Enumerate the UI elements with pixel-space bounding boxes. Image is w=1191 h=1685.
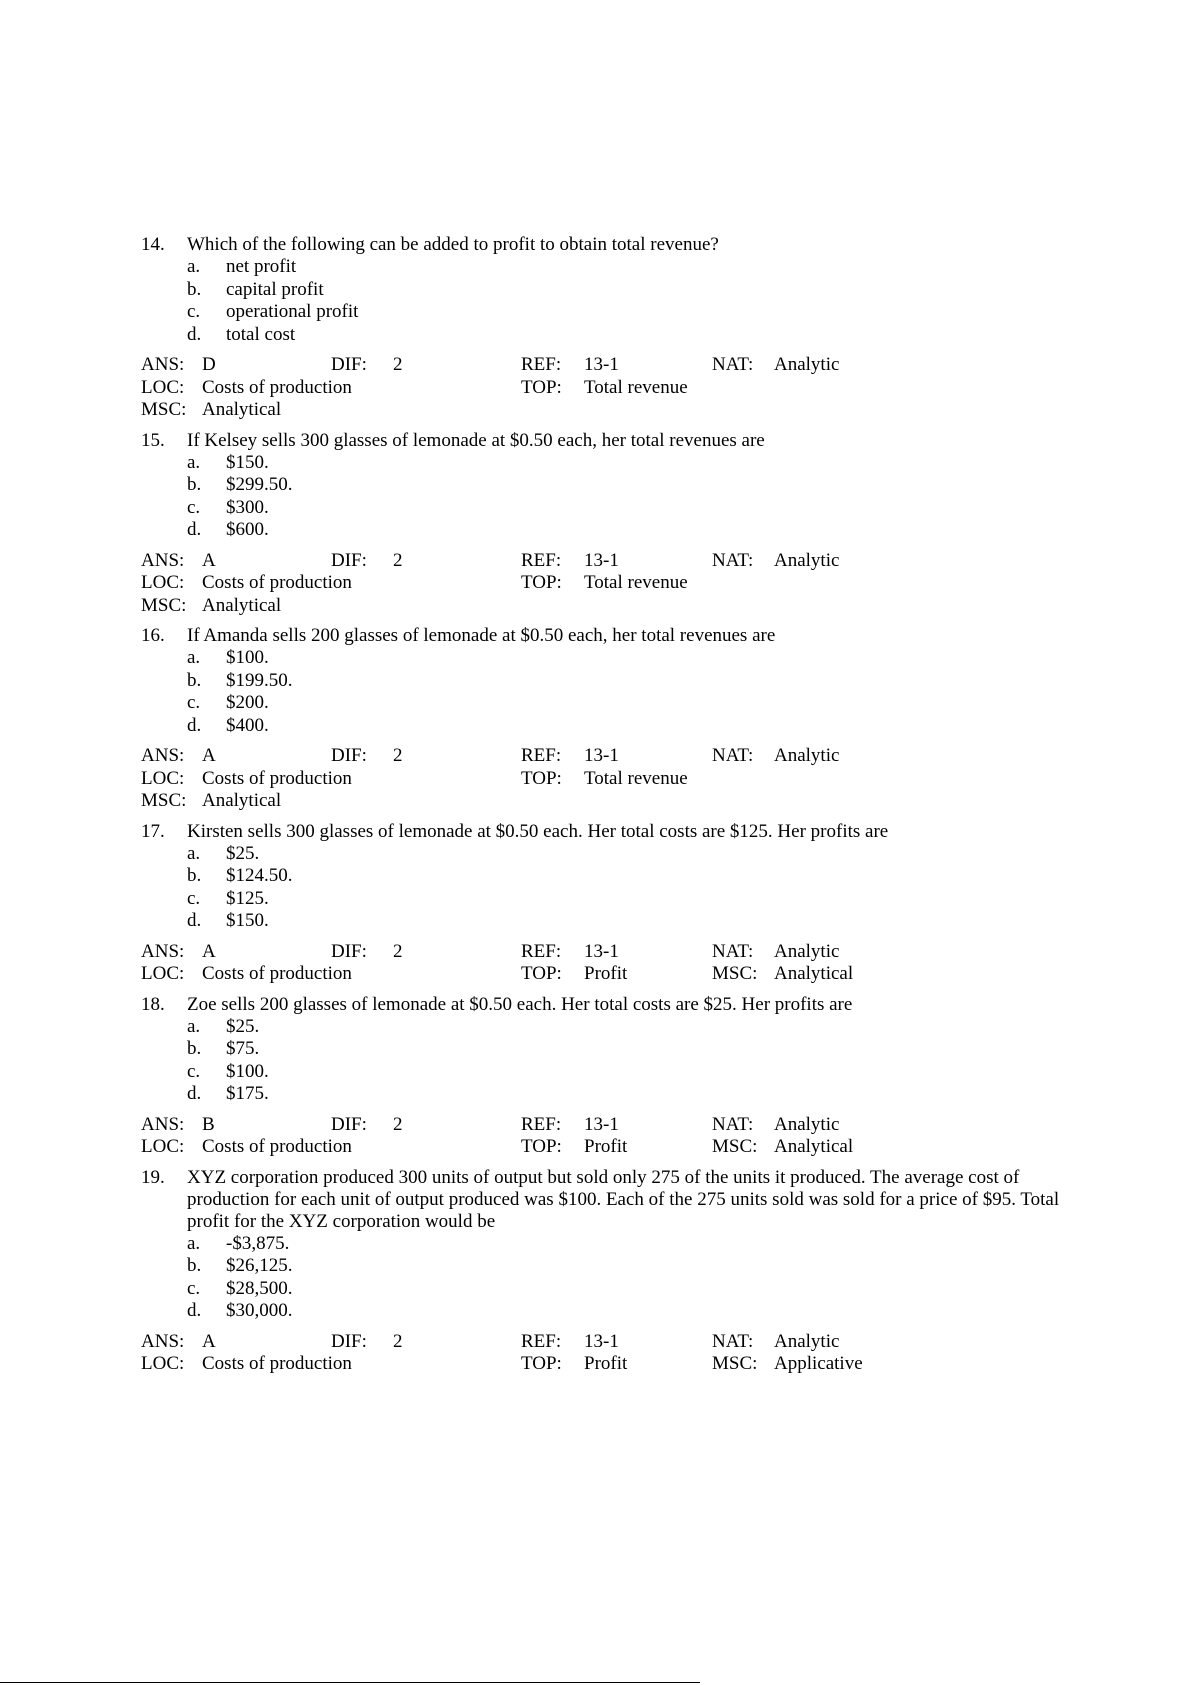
option-text: $299.50. <box>226 474 293 495</box>
metadata-value: 2 <box>393 354 403 375</box>
question-block <box>141 1167 1061 1376</box>
metadata-value: Profit <box>584 1353 628 1374</box>
question-number: 18. <box>141 993 165 1015</box>
answer-metadata <box>141 941 1061 986</box>
option-text: $100. <box>226 647 269 668</box>
metadata-value: 2 <box>393 940 403 962</box>
option-item <box>187 1255 1061 1278</box>
option-text: -$3,875. <box>226 1232 290 1254</box>
metadata-value: Analytic <box>774 745 840 766</box>
metadata-key: TOP: <box>521 1353 562 1374</box>
option-item <box>187 1061 1061 1084</box>
option-text: net profit <box>226 256 297 277</box>
option-label: c. <box>187 1060 201 1082</box>
option-text: $150. <box>226 451 269 473</box>
option-label: d. <box>187 910 202 931</box>
metadata-key: DIF: <box>331 940 367 962</box>
metadata-row <box>141 399 1061 422</box>
option-list <box>187 843 1061 933</box>
answer-metadata <box>141 1331 1061 1376</box>
option-text: $26,125. <box>226 1255 293 1276</box>
metadata-value: 2 <box>393 745 403 766</box>
metadata-key: MSC: <box>141 790 187 811</box>
metadata-row <box>141 1353 1061 1376</box>
metadata-row <box>141 768 1061 791</box>
option-text: $150. <box>226 910 269 931</box>
question-text: Which of the following can be added to profit to obtain total revenue? <box>187 234 719 255</box>
option-text: total cost <box>226 323 296 345</box>
metadata-key: LOC: <box>141 1136 185 1157</box>
option-label: b. <box>187 1255 202 1276</box>
question-number: 14. <box>141 234 165 255</box>
question-stem <box>141 430 1061 452</box>
metadata-key: ANS: <box>141 1113 185 1135</box>
option-list <box>187 452 1061 542</box>
question-block <box>141 234 1061 422</box>
option-label: b. <box>187 278 202 300</box>
option-list <box>187 647 1061 737</box>
metadata-key: DIF: <box>331 549 367 571</box>
metadata-key: REF: <box>521 1113 562 1135</box>
option-label: a. <box>187 451 201 473</box>
metadata-key: DIF: <box>331 354 367 375</box>
option-text: $400. <box>226 714 269 736</box>
metadata-value: Analytical <box>202 790 282 811</box>
question-stem <box>141 821 1061 843</box>
metadata-key: REF: <box>521 354 562 375</box>
metadata-value: Analytic <box>774 549 840 571</box>
option-item <box>187 1083 1061 1106</box>
option-label: a. <box>187 1015 201 1037</box>
option-text: operational profit <box>226 301 359 322</box>
option-label: c. <box>187 692 201 713</box>
option-text: $100. <box>226 1060 269 1082</box>
option-list <box>187 256 1061 346</box>
option-item <box>187 519 1061 542</box>
metadata-value: Total revenue <box>584 376 688 398</box>
option-text: $30,000. <box>226 1300 293 1321</box>
question-number: 16. <box>141 625 165 646</box>
metadata-key: ANS: <box>141 549 185 571</box>
metadata-value: 13-1 <box>584 940 619 962</box>
metadata-row <box>141 790 1061 813</box>
answer-metadata <box>141 354 1061 422</box>
metadata-value: 2 <box>393 1113 403 1135</box>
option-label: a. <box>187 647 201 668</box>
question-stem <box>141 1167 1061 1233</box>
option-item <box>187 301 1061 324</box>
option-item <box>187 474 1061 497</box>
answer-metadata <box>141 1114 1061 1159</box>
option-label: c. <box>187 1277 201 1299</box>
metadata-value: Costs of production <box>202 963 352 984</box>
metadata-value: Analytic <box>774 1113 840 1135</box>
metadata-value: Costs of production <box>202 1353 352 1374</box>
metadata-value: Analytical <box>774 963 854 984</box>
metadata-value: Analytical <box>202 399 282 420</box>
metadata-value: Analytical <box>774 1136 854 1157</box>
question-block <box>141 821 1061 986</box>
metadata-value: Analytical <box>202 594 282 616</box>
metadata-key: TOP: <box>521 767 562 789</box>
option-list <box>187 1233 1061 1323</box>
metadata-key: ANS: <box>141 745 185 766</box>
option-text: $124.50. <box>226 865 293 886</box>
question-number: 17. <box>141 820 165 842</box>
metadata-key: MSC: <box>141 594 187 616</box>
question-block <box>141 994 1061 1159</box>
option-text: $75. <box>226 1038 260 1059</box>
question-stem <box>141 234 1061 256</box>
option-item <box>187 256 1061 279</box>
metadata-key: ANS: <box>141 354 185 375</box>
metadata-key: MSC: <box>712 963 758 984</box>
question-block <box>141 625 1061 813</box>
question-block <box>141 430 1061 618</box>
metadata-value: 2 <box>393 1330 403 1352</box>
option-label: d. <box>187 1083 202 1104</box>
metadata-value: 13-1 <box>584 1113 619 1135</box>
metadata-row <box>141 941 1061 964</box>
metadata-row <box>141 595 1061 618</box>
metadata-value: 13-1 <box>584 1330 619 1352</box>
metadata-value: 13-1 <box>584 745 619 766</box>
metadata-key: REF: <box>521 940 562 962</box>
metadata-key: TOP: <box>521 376 562 398</box>
option-text: $200. <box>226 692 269 713</box>
option-text: $199.50. <box>226 669 293 691</box>
metadata-value: Costs of production <box>202 376 352 398</box>
option-label: b. <box>187 865 202 886</box>
answer-metadata <box>141 745 1061 813</box>
option-item <box>187 1038 1061 1061</box>
option-text: capital profit <box>226 278 324 300</box>
metadata-row <box>141 745 1061 768</box>
metadata-key: LOC: <box>141 572 185 593</box>
metadata-key: ANS: <box>141 1330 185 1352</box>
option-label: b. <box>187 1038 202 1059</box>
metadata-key: LOC: <box>141 376 185 398</box>
option-item <box>187 647 1061 670</box>
metadata-value: 13-1 <box>584 549 619 571</box>
metadata-key: REF: <box>521 549 562 571</box>
metadata-key: NAT: <box>712 1330 754 1352</box>
option-item <box>187 1278 1061 1301</box>
metadata-key: ANS: <box>141 940 185 962</box>
metadata-key: LOC: <box>141 963 185 984</box>
question-text: Kirsten sells 300 glasses of lemonade at $0.50 each. Her total costs are $125. Her profits are <box>187 820 889 842</box>
metadata-row <box>141 963 1061 986</box>
metadata-key: REF: <box>521 1330 562 1352</box>
metadata-value: 2 <box>393 549 403 571</box>
metadata-value: B <box>202 1113 215 1135</box>
option-item <box>187 1233 1061 1256</box>
option-label: c. <box>187 887 201 909</box>
metadata-key: NAT: <box>712 745 754 766</box>
option-label: d. <box>187 519 202 540</box>
metadata-key: DIF: <box>331 1330 367 1352</box>
option-item <box>187 865 1061 888</box>
option-item <box>187 715 1061 738</box>
metadata-row <box>141 1331 1061 1354</box>
option-text: $28,500. <box>226 1277 293 1299</box>
metadata-value: A <box>202 940 216 962</box>
option-text: $25. <box>226 842 260 864</box>
metadata-value: A <box>202 745 216 766</box>
metadata-key: TOP: <box>521 1136 562 1157</box>
metadata-row <box>141 1114 1061 1137</box>
metadata-value: D <box>202 354 216 375</box>
option-text: $600. <box>226 519 269 540</box>
question-stem <box>141 625 1061 647</box>
metadata-value: Analytic <box>774 354 840 375</box>
footer-rule <box>0 1682 700 1683</box>
option-item <box>187 279 1061 302</box>
question-text: Zoe sells 200 glasses of lemonade at $0.50 each. Her total costs are $25. Her profits are <box>187 993 853 1015</box>
option-label: d. <box>187 323 202 345</box>
option-item <box>187 888 1061 911</box>
option-label: b. <box>187 474 202 495</box>
option-label: a. <box>187 256 201 277</box>
metadata-key: REF: <box>521 745 562 766</box>
metadata-row <box>141 572 1061 595</box>
metadata-value: Analytic <box>774 940 840 962</box>
metadata-key: MSC: <box>712 1136 758 1157</box>
option-item <box>187 497 1061 520</box>
question-text: If Kelsey sells 300 glasses of lemonade at $0.50 each, her total revenues are <box>187 429 765 451</box>
metadata-row <box>141 377 1061 400</box>
option-label: a. <box>187 842 201 864</box>
metadata-key: TOP: <box>521 572 562 593</box>
option-label: c. <box>187 301 201 322</box>
option-text: $300. <box>226 496 269 518</box>
option-item <box>187 452 1061 475</box>
metadata-key: NAT: <box>712 940 754 962</box>
metadata-key: DIF: <box>331 745 367 766</box>
metadata-key: NAT: <box>712 549 754 571</box>
option-item <box>187 1300 1061 1323</box>
metadata-value: Profit <box>584 1136 628 1157</box>
metadata-value: Total revenue <box>584 767 688 789</box>
option-label: b. <box>187 669 202 691</box>
question-list <box>141 234 1061 1384</box>
option-text: $25. <box>226 1015 260 1037</box>
option-label: c. <box>187 496 201 518</box>
metadata-value: Costs of production <box>202 572 352 593</box>
metadata-value: Profit <box>584 963 628 984</box>
metadata-row <box>141 354 1061 377</box>
option-item <box>187 843 1061 866</box>
metadata-value: 13-1 <box>584 354 619 375</box>
option-label: d. <box>187 714 202 736</box>
question-text: If Amanda sells 200 glasses of lemonade at $0.50 each, her total revenues are <box>187 625 776 646</box>
metadata-row <box>141 1136 1061 1159</box>
question-number: 15. <box>141 429 165 451</box>
option-label: a. <box>187 1232 201 1254</box>
metadata-key: MSC: <box>712 1353 758 1374</box>
metadata-value: Costs of production <box>202 1136 352 1157</box>
option-text: $175. <box>226 1083 269 1104</box>
metadata-key: LOC: <box>141 767 185 789</box>
metadata-key: TOP: <box>521 963 562 984</box>
metadata-value: A <box>202 549 216 571</box>
metadata-key: NAT: <box>712 354 754 375</box>
metadata-row <box>141 550 1061 573</box>
question-stem <box>141 994 1061 1016</box>
option-item <box>187 324 1061 347</box>
question-text: XYZ corporation produced 300 units of output but sold only 275 of the units it produced. The average cost of production for each unit of output produced was $100. Each of the 275 units sold was sold for a price of $95. Total profit for the XYZ corporation would be <box>187 1166 1060 1232</box>
option-text: $125. <box>226 887 269 909</box>
option-item <box>187 692 1061 715</box>
option-item <box>187 1016 1061 1039</box>
metadata-key: DIF: <box>331 1113 367 1135</box>
metadata-value: Applicative <box>774 1353 863 1374</box>
metadata-value: Total revenue <box>584 572 688 593</box>
metadata-key: LOC: <box>141 1353 185 1374</box>
option-item <box>187 670 1061 693</box>
option-label: d. <box>187 1300 202 1321</box>
question-number: 19. <box>141 1166 165 1188</box>
metadata-value: Analytic <box>774 1330 840 1352</box>
metadata-value: Costs of production <box>202 767 352 789</box>
answer-metadata <box>141 550 1061 618</box>
metadata-value: A <box>202 1330 216 1352</box>
option-item <box>187 910 1061 933</box>
metadata-key: NAT: <box>712 1113 754 1135</box>
metadata-key: MSC: <box>141 399 187 420</box>
option-list <box>187 1016 1061 1106</box>
